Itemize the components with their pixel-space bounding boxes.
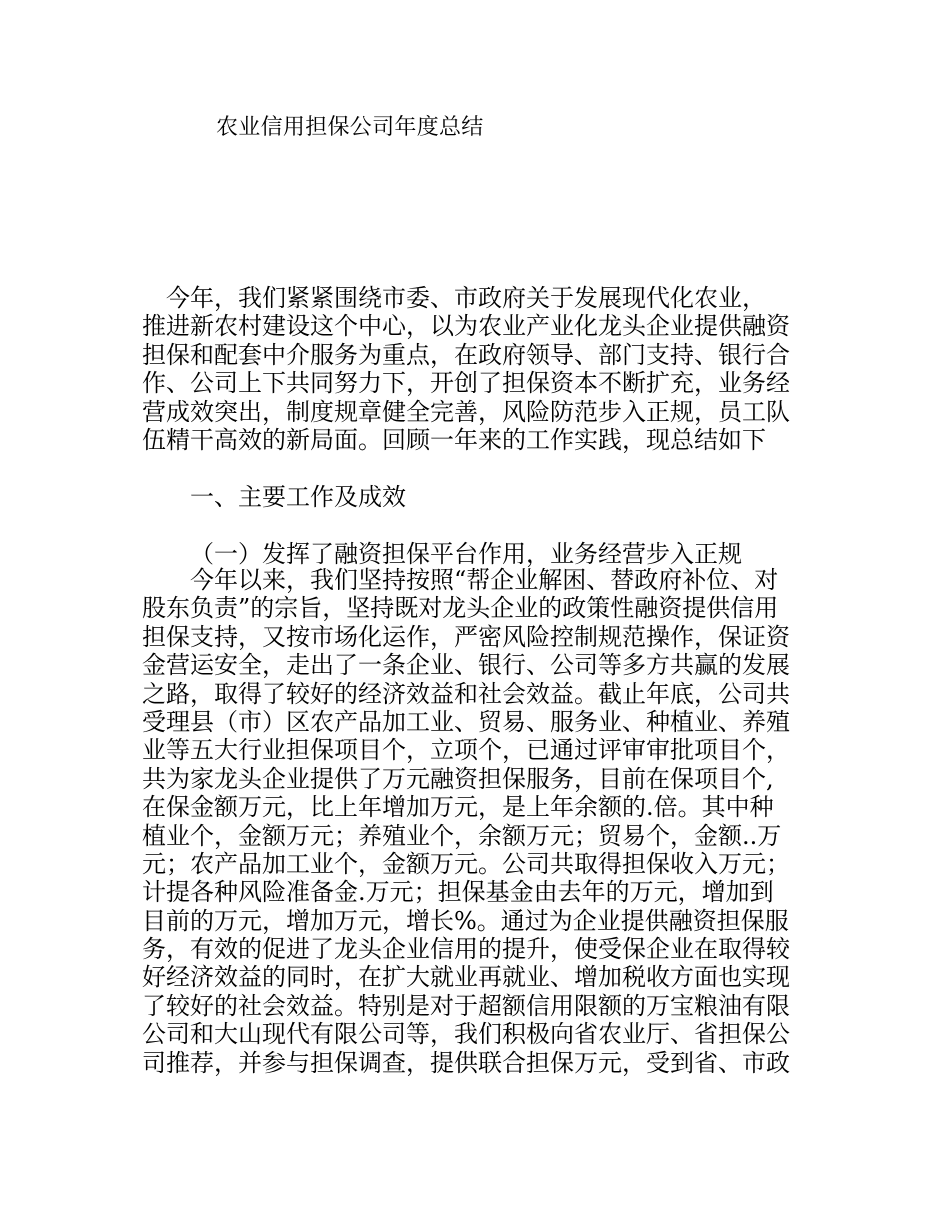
subsection-heading: （一）发挥了融资担保平台作用，业务经营步入正规 (190, 540, 742, 568)
body-line: 业等五大行业担保项目个，立项个，已通过评审审批项目个， (142, 736, 790, 765)
intro-line: 担保和配套中介服务为重点，在政府领导、部门支持、银行合 (142, 340, 790, 369)
body-line: 担保支持，又按市场化运作，严密风险控制规范操作，保证资 (142, 622, 790, 651)
body-line: 目前的万元，增加万元，增长%。通过为企业提供融资担保服 (142, 906, 789, 935)
body-line: 之路，取得了较好的经济效益和社会效益。截止年底，公司共 (142, 679, 790, 708)
intro-line: 营成效突出，制度规章健全完善，风险防范步入正规，员工队 (142, 397, 790, 426)
body-line: 股东负责”的宗旨，坚持既对龙头企业的政策性融资提供信用 (142, 594, 779, 623)
intro-line: 推进新农村建设这个中心，以为农业产业化龙头企业提供融资 (142, 312, 790, 341)
intro-line: 伍精干高效的新局面。回顾一年来的工作实践，现总结如下 (142, 425, 766, 454)
intro-line: 今年，我们紧紧围绕市委、市政府关于发展现代化农业， (142, 284, 766, 312)
intro-paragraph (142, 284, 822, 454)
body-line: 计提各种风险准备金.万元；担保基金由去年的万元，增加到 (142, 878, 774, 907)
section-heading: 一、主要工作及成效 (190, 483, 406, 511)
intro-line: 作、公司上下共同努力下，开创了担保资本不断扩充，业务经 (142, 369, 790, 398)
body-line: 受理县（市）区农产品加工业、贸易、服务业、种植业、养殖 (142, 707, 790, 736)
body-line: 植业个，金额万元；养殖业个，余额万元；贸易个，金额..万 (142, 821, 782, 850)
body-line: 元；农产品加工业个，金额万元。公司共取得担保收入万元； (142, 849, 790, 878)
body-line: 共为家龙头企业提供了万元融资担保服务，目前在保项目个, (142, 764, 774, 793)
body-line: 公司和大山现代有限公司等，我们积极向省农业厅、省担保公 (142, 1020, 790, 1049)
body-line: 了较好的社会效益。特别是对于超额信用限额的万宝粮油有限 (142, 991, 790, 1020)
body-line: 务，有效的促进了龙头企业信用的提升，使受保企业在取得较 (142, 935, 790, 964)
body-line: 金营运安全，走出了一条企业、银行、公司等多方共赢的发展 (142, 651, 790, 680)
body-paragraph (142, 566, 822, 1077)
body-line: 好经济效益的同时，在扩大就业再就业、增加税收方面也实现 (142, 963, 790, 992)
document-title: 农业信用担保公司年度总结 (216, 115, 484, 140)
body-line: 司推荐，并参与担保调查，提供联合担保万元，受到省、市政 (142, 1048, 790, 1077)
body-line: 今年以来，我们坚持按照“帮企业解困、替政府补位、对 (190, 566, 779, 594)
body-line: 在保金额万元，比上年增加万元，是上年余额的.倍。其中种 (142, 793, 774, 822)
